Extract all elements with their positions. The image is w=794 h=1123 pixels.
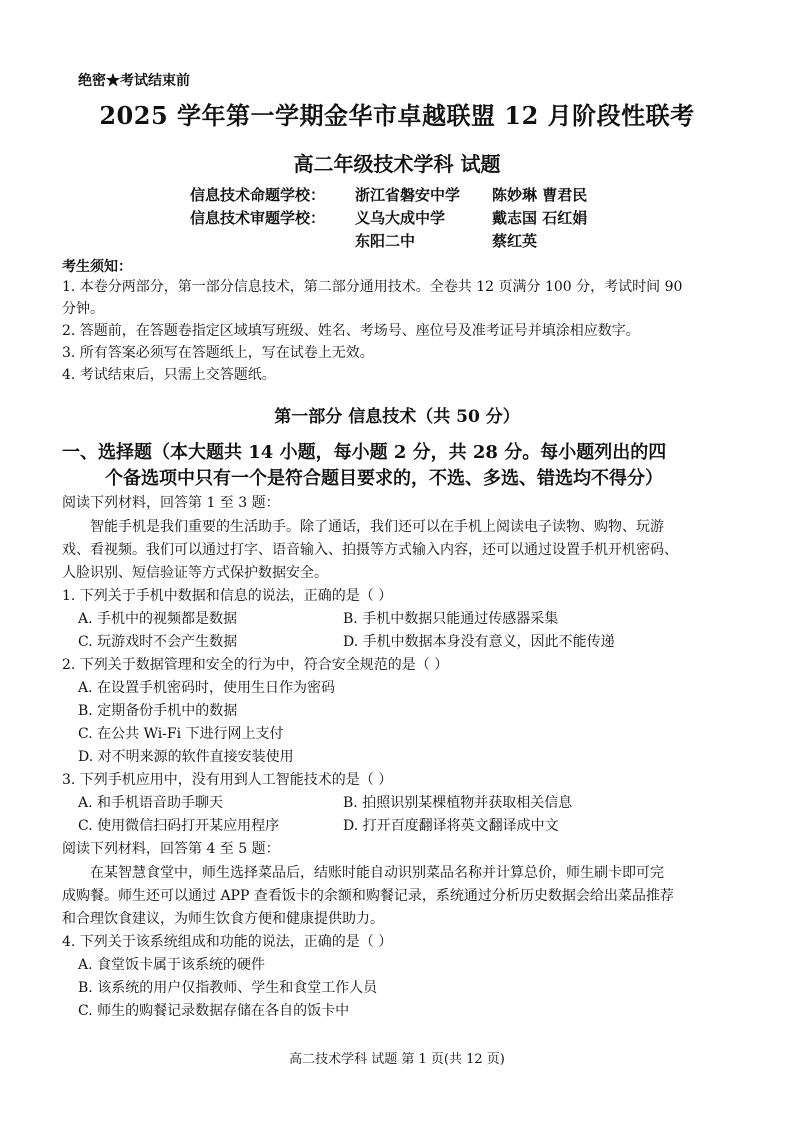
reviewer-label: 信息技术审题学校： xyxy=(190,209,326,227)
exam-title: 2025 学年第一学期金华市卓越联盟 12 月阶段性联考 xyxy=(99,101,695,130)
notice-item: 3. 所有答案必须写在答题纸上，写在试卷上无效。 xyxy=(62,345,374,361)
question-1-option-a: A. 手机中的视频都是数据 xyxy=(78,611,238,627)
question-3-option-b: B. 拍照识别某棵植物并获取相关信息 xyxy=(343,795,573,811)
question-4-option-c: C. 师生的购餐记录数据存储在各自的饭卡中 xyxy=(78,1003,350,1019)
material-intro: 阅读下列材料，回答第 4 至 5 题： xyxy=(62,841,280,857)
question-2-option-a: A. 在设置手机密码时，使用生日作为密码 xyxy=(78,680,336,696)
material-line: 人脸识别、短信验证等方式保护数据安全。 xyxy=(62,565,328,581)
page-footer: 高二技术学科 试题 第 1 页(共 12 页) xyxy=(289,1052,505,1067)
section-title-line-2: 个备选项中只有一个是符合题目要求的，不选、多选、错选均不得分） xyxy=(105,468,663,489)
material-line: 戏、看视频。我们可以通过打字、语音输入、拍摄等方式输入内容，还可以通过设置手机开机密码、 xyxy=(62,542,678,558)
writer-school: 浙江省磐安中学 xyxy=(355,186,461,204)
question-3-option-d: D. 打开百度翻译将英文翻译成中文 xyxy=(343,818,559,834)
question-3-option-a: A. 和手机语音助手聊天 xyxy=(78,795,224,811)
notice-item: 1. 本卷分两部分，第一部分信息技术，第二部分通用技术。全卷共 12 页满分 100 分，考试时间 90 xyxy=(62,279,683,295)
question-1-stem: 1. 下列关于手机中数据和信息的说法，正确的是（ ） xyxy=(62,588,393,604)
material-line: 智能手机是我们重要的生活助手。除了通话，我们还可以在手机上阅读电子读物、购物、玩游 xyxy=(90,519,664,535)
writer-label: 信息技术命题学校： xyxy=(190,186,326,204)
material-line: 和合理饮食建议，为师生饮食方便和健康提供助力。 xyxy=(62,911,384,927)
reviewer-names-2: 蔡红英 xyxy=(492,232,538,250)
question-1-option-c: C. 玩游戏时不会产生数据 xyxy=(78,634,238,650)
reviewer-school-1: 义乌大成中学 xyxy=(355,209,446,227)
part-one-title: 第一部分 信息技术（共 50 分） xyxy=(274,407,520,427)
material-line: 成购餐。师生还可以通过 APP 查看饭卡的余额和购餐记录，系统通过分析历史数据会给出菜品推荐 xyxy=(62,888,674,904)
question-1-option-d: D. 手机中数据本身没有意义，因此不能传递 xyxy=(343,634,615,650)
section-title-line-1: 一、选择题（本大题共 14 小题，每小题 2 分，共 28 分。每小题列出的四 xyxy=(62,442,667,463)
question-4-option-b: B. 该系统的用户仅指教师、学生和食堂工作人员 xyxy=(78,980,378,996)
exam-subtitle: 高二年级技术学科 试题 xyxy=(293,152,501,176)
question-2-option-b: B. 定期备份手机中的数据 xyxy=(78,703,238,719)
question-4-option-a: A. 食堂饭卡属于该系统的硬件 xyxy=(78,957,266,973)
question-3-stem: 3. 下列手机应用中，没有用到人工智能技术的是（ ） xyxy=(62,772,393,788)
notice-item: 4. 考试结束后，只需上交答题纸。 xyxy=(62,367,276,383)
material-intro: 阅读下列材料，回答第 1 至 3 题： xyxy=(62,495,280,511)
reviewer-names-1: 戴志国 石红娟 xyxy=(492,209,588,227)
question-4-stem: 4. 下列关于该系统组成和功能的说法，正确的是（ ） xyxy=(62,934,393,950)
question-2-option-d: D. 对不明来源的软件直接安装使用 xyxy=(78,749,294,765)
question-2-stem: 2. 下列关于数据管理和安全的行为中，符合安全规范的是（ ） xyxy=(62,657,449,673)
notice-item: 2. 答题前，在答题卷指定区域填写班级、姓名、考场号、座位号及准考证号并填涂相应数字。 xyxy=(62,323,640,339)
writer-names: 陈妙琳 曹君民 xyxy=(492,186,588,204)
confidential-label: 绝密★考试结束前 xyxy=(78,73,190,89)
notice-title: 考生须知： xyxy=(62,259,132,275)
notice-item: 分钟。 xyxy=(62,301,104,317)
question-1-option-b: B. 手机中数据只能通过传感器采集 xyxy=(343,611,559,627)
reviewer-school-2: 东阳二中 xyxy=(355,232,416,250)
question-2-option-c: C. 在公共 Wi-Fi 下进行网上支付 xyxy=(78,726,284,742)
material-line: 在某智慧食堂中，师生选择菜品后，结账时能自动识别菜品名称并计算总价，师生刷卡即可完 xyxy=(90,865,664,881)
question-3-option-c: C. 使用微信扫码打开某应用程序 xyxy=(78,818,280,834)
